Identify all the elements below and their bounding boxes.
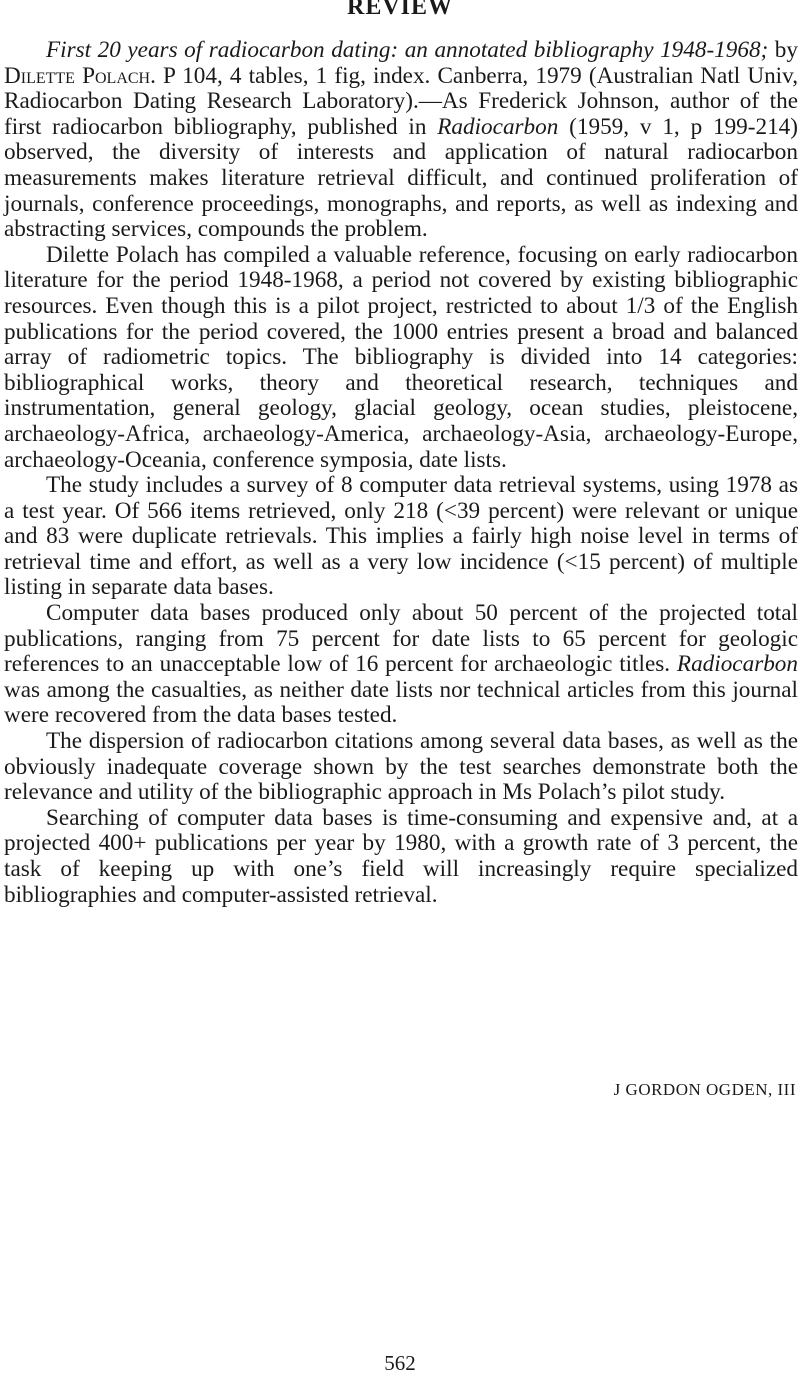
paragraph-3: The study includes a survey of 8 computer data retrieval systems, using 1978 as a test year. Of 566 items retrieved, only 218 (<39 percent) were relevant or unique and 83 were duplicate retrievals. This implies a fairly high noise level in terms of retrieval time and effort, as well as a very low incidence (<15 percent) of multiple listing in separate data bases.: [4, 472, 798, 601]
page-number: 562: [384, 1351, 416, 1375]
paragraph-5: The dispersion of radiocarbon citations among several data bases, as well as the obviously inadequate coverage shown by the test searches demonstrate both the relevance and utility of the bibliographic approach in Ms Polach’s pilot study.: [4, 728, 798, 806]
citation-paragraph: [4, 38, 798, 243]
author-first-name: Dilette: [4, 62, 75, 89]
journal-name: Radiocarbon: [437, 113, 559, 140]
section-title: REVIEW: [346, 0, 454, 20]
paragraph-2: Dilette Polach has compiled a valuable reference, focusing on early radiocarbon literature for the period 1948-1968, a period not covered by existing bibliographic resources. Even though this is a pilot project, restricted to about 1/3 of the English publications for the period covered, the 1000 entries present a broad and balanced array of radiometric topics. The bibliography is divided into 14 categories: bibliographical works, theory and theoretical research, techniques and instrumentation, general geology, glacial geology, ocean studies, pleistocene, archaeology-Africa, archaeology-America, archaeology-Asia, archaeology-Europe, archaeology-Oceania, conference symposia, date lists.: [4, 241, 798, 473]
by-text: by: [768, 37, 798, 63]
publication-details: . P 104, 4 tables, 1 fig, index. Canberra, 1979 (Australian Natl Univ, Radiocarbon Dating Research Laboratory).—As Frederick Johnson, author of the first radiocarbon bibliography, published in: [4, 62, 799, 140]
paragraph-4-journal: Radiocarbon: [676, 651, 798, 678]
paragraph-4-start: Computer data bases produced only about 50 percent of the projected total publications, ranging from 75 percent for date lists to 65 percent for geologic references to an unacceptable low of 16 percent for archaeologic titles.: [4, 600, 798, 678]
citation-rest: (1959, v 1, p 199-214) observed, the diversity of interests and application of natural radiocarbon measurements makes literature retrieval difficult, and continued proliferation of journals, conference proceedings, monographs, and reports, as well as indexing and abstracting services, compounds the problem.: [4, 113, 799, 243]
paragraph-4: [4, 601, 798, 729]
author-last-name: Polach: [82, 62, 151, 89]
reviewer-signature: J GORDON OGDEN, III: [613, 1080, 796, 1099]
review-body: [4, 38, 798, 908]
paragraph-4-end: was among the casualties, as neither date lists nor technical articles from this journal were recovered from the data bases tested.: [4, 676, 798, 729]
book-title: First 20 years of radiocarbon dating: an annotated bibliography 1948-1968;: [46, 37, 769, 63]
paragraph-6: Searching of computer data bases is time-consuming and expensive and, at a projected 400+ publications per year by 1980, with a growth rate of 3 percent, the task of keeping up with one’s field will increasingly require specialized bibliographies and computer-assisted retrieval.: [4, 804, 798, 908]
